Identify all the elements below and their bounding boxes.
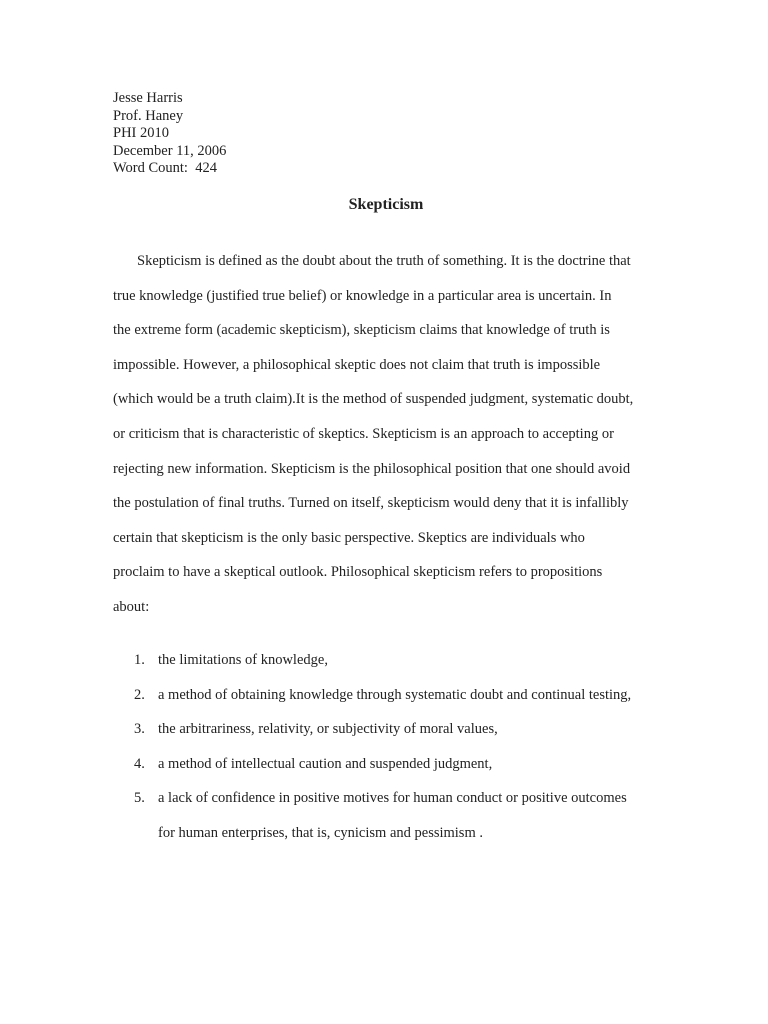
list-item-number: 5. — [134, 790, 145, 806]
paragraph-line: the postulation of final truths. Turned on itself, skepticism would deny that it is infallibly — [113, 495, 629, 512]
paragraph-line: about: — [113, 598, 150, 615]
list-item — [113, 686, 673, 721]
list-item — [113, 789, 673, 858]
word-count: Word Count: 424 — [113, 160, 217, 176]
list-item-number: 1. — [134, 652, 145, 668]
header-block — [113, 90, 226, 178]
list-item-number: 4. — [134, 755, 145, 772]
list-item-number: 2. — [134, 686, 145, 703]
author-name: Jesse Harris — [113, 90, 183, 106]
list-item-text: a method of intellectual caution and suspended judgment, — [158, 755, 493, 772]
document-date: December 11, 2006 — [113, 142, 227, 159]
paragraph-line: impossible. However, a philosophical skeptic does not claim that truth is impossible — [113, 356, 601, 373]
list-item — [113, 755, 673, 790]
paragraph-line: or criticism that is characteristic of skeptics. Skepticism is an approach to accepting or — [113, 425, 614, 442]
paragraph-line: proclaim to have a skeptical outlook. Philosophical skepticism refers to propositions — [113, 564, 603, 581]
list-item-number: 3. — [134, 721, 145, 737]
list-item-text: a method of obtaining knowledge through systematic doubt and continual testing, — [158, 686, 632, 703]
paragraph-line: Skepticism is defined as the doubt about the truth of something. It is the doctrine that — [137, 253, 631, 269]
professor-name: Prof. Haney — [113, 107, 184, 124]
body-paragraph — [113, 252, 673, 633]
paragraph-line: the extreme form (academic skepticism), skepticism claims that knowledge of truth is — [113, 322, 610, 339]
paragraph-line: true knowledge (justified true belief) or knowledge in a particular area is uncertain. In — [113, 287, 612, 304]
list-item-text: a lack of confidence in positive motives for human conduct or positive outcomes — [158, 790, 627, 806]
paragraph-line: certain that skepticism is the only basic perspective. Skeptics are individuals who — [113, 529, 585, 546]
list-item-text: the limitations of knowledge, — [158, 652, 328, 668]
list-item-text: the arbitrariness, relativity, or subjectivity of moral values, — [158, 721, 498, 737]
list-item — [113, 651, 673, 686]
list-item — [113, 720, 673, 755]
document-title: Skepticism — [348, 196, 424, 213]
course-code: PHI 2010 — [113, 125, 169, 141]
numbered-list — [113, 651, 673, 858]
list-item-text-continued: for human enterprises, that is, cynicism and pessimism . — [158, 824, 483, 841]
paragraph-line: (which would be a truth claim).It is the method of suspended judgment, systematic doubt, — [113, 391, 634, 408]
paragraph-line: rejecting new information. Skepticism is the philosophical position that one should avoid — [113, 460, 631, 477]
